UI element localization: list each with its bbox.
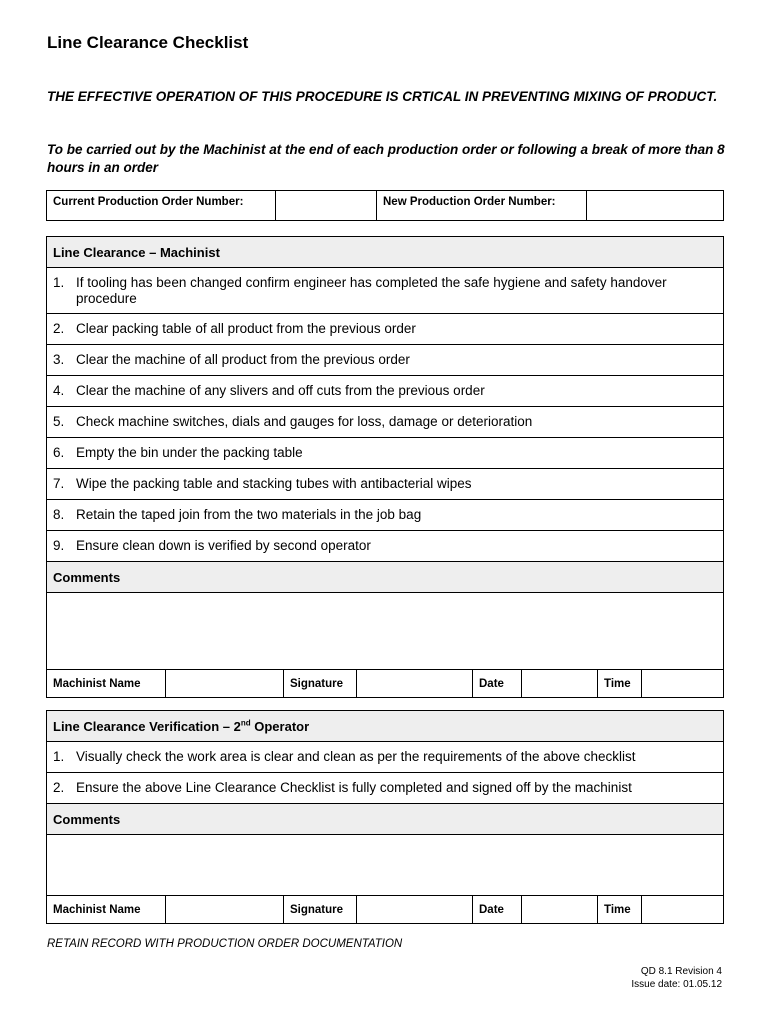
comments-label: Comments bbox=[47, 804, 724, 835]
time-label: Time bbox=[598, 670, 642, 698]
checklist-item[interactable]: 9. Ensure clean down is verified by second operator bbox=[47, 531, 724, 562]
order-number-table bbox=[46, 190, 724, 221]
checklist-item[interactable]: 1. Visually check the work area is clear and clean as per the requirements of the above checklist bbox=[47, 742, 724, 773]
checklist-item[interactable]: 5. Check machine switches, dials and gauges for loss, damage or deterioration bbox=[47, 407, 724, 438]
signature-label: Signature bbox=[284, 896, 357, 924]
document-footer bbox=[631, 965, 722, 991]
comments-label: Comments bbox=[47, 562, 724, 593]
checklist-item[interactable]: 7. Wipe the packing table and stacking tubes with antibacterial wipes bbox=[47, 469, 724, 500]
checklist-item[interactable]: 6. Empty the bin under the packing table bbox=[47, 438, 724, 469]
date-label: Date bbox=[473, 896, 522, 924]
comments-field[interactable] bbox=[47, 835, 724, 896]
checklist-item[interactable]: 8. Retain the taped join from the two materials in the job bag bbox=[47, 500, 724, 531]
verification-section-header: Line Clearance Verification – 2nd Operator bbox=[47, 711, 724, 742]
revision-text: QD 8.1 Revision 4 bbox=[640, 966, 722, 977]
machinist-section-header: Line Clearance – Machinist bbox=[47, 237, 724, 268]
new-order-field[interactable] bbox=[587, 191, 724, 221]
instruction-text: To be carried out by the Machinist at the end of each production order or following a break of more than 8 hours in an order bbox=[47, 142, 725, 175]
date-field[interactable] bbox=[522, 896, 598, 924]
time-label: Time bbox=[598, 896, 642, 924]
checklist-item[interactable]: 2. Clear packing table of all product from the previous order bbox=[47, 314, 724, 345]
warning-text: THE EFFECTIVE OPERATION OF THIS PROCEDURE IS CRTICAL IN PREVENTING MIXING OF PRODUCT. bbox=[47, 89, 718, 104]
machinist-checklist-table bbox=[46, 236, 724, 698]
machinist-name-label: Machinist Name bbox=[47, 670, 166, 698]
issue-date-text: Issue date: 01.05.12 bbox=[631, 979, 722, 990]
machinist-name-field[interactable] bbox=[166, 896, 284, 924]
new-order-label: New Production Order Number: bbox=[377, 191, 587, 221]
page-title: Line Clearance Checklist bbox=[47, 33, 249, 52]
machinist-name-label: Machinist Name bbox=[47, 896, 166, 924]
checklist-item[interactable]: 2. Ensure the above Line Clearance Checklist is fully completed and signed off by the machinist bbox=[47, 773, 724, 804]
time-field[interactable] bbox=[642, 670, 724, 698]
checklist-item[interactable]: 3. Clear the machine of all product from the previous order bbox=[47, 345, 724, 376]
current-order-label: Current Production Order Number: bbox=[47, 191, 276, 221]
date-field[interactable] bbox=[522, 670, 598, 698]
date-label: Date bbox=[473, 670, 522, 698]
signature-field[interactable] bbox=[357, 670, 473, 698]
machinist-name-field[interactable] bbox=[166, 670, 284, 698]
time-field[interactable] bbox=[642, 896, 724, 924]
checklist-item[interactable]: 1. If tooling has been changed confirm engineer has completed the safe hygiene and safety handover procedure bbox=[47, 268, 724, 314]
current-order-field[interactable] bbox=[276, 191, 377, 221]
signature-label: Signature bbox=[284, 670, 357, 698]
retain-note: RETAIN RECORD WITH PRODUCTION ORDER DOCUMENTATION bbox=[47, 938, 403, 950]
verification-checklist-table bbox=[46, 710, 724, 924]
comments-field[interactable] bbox=[47, 593, 724, 670]
signature-field[interactable] bbox=[357, 896, 473, 924]
checklist-item[interactable]: 4. Clear the machine of any slivers and off cuts from the previous order bbox=[47, 376, 724, 407]
